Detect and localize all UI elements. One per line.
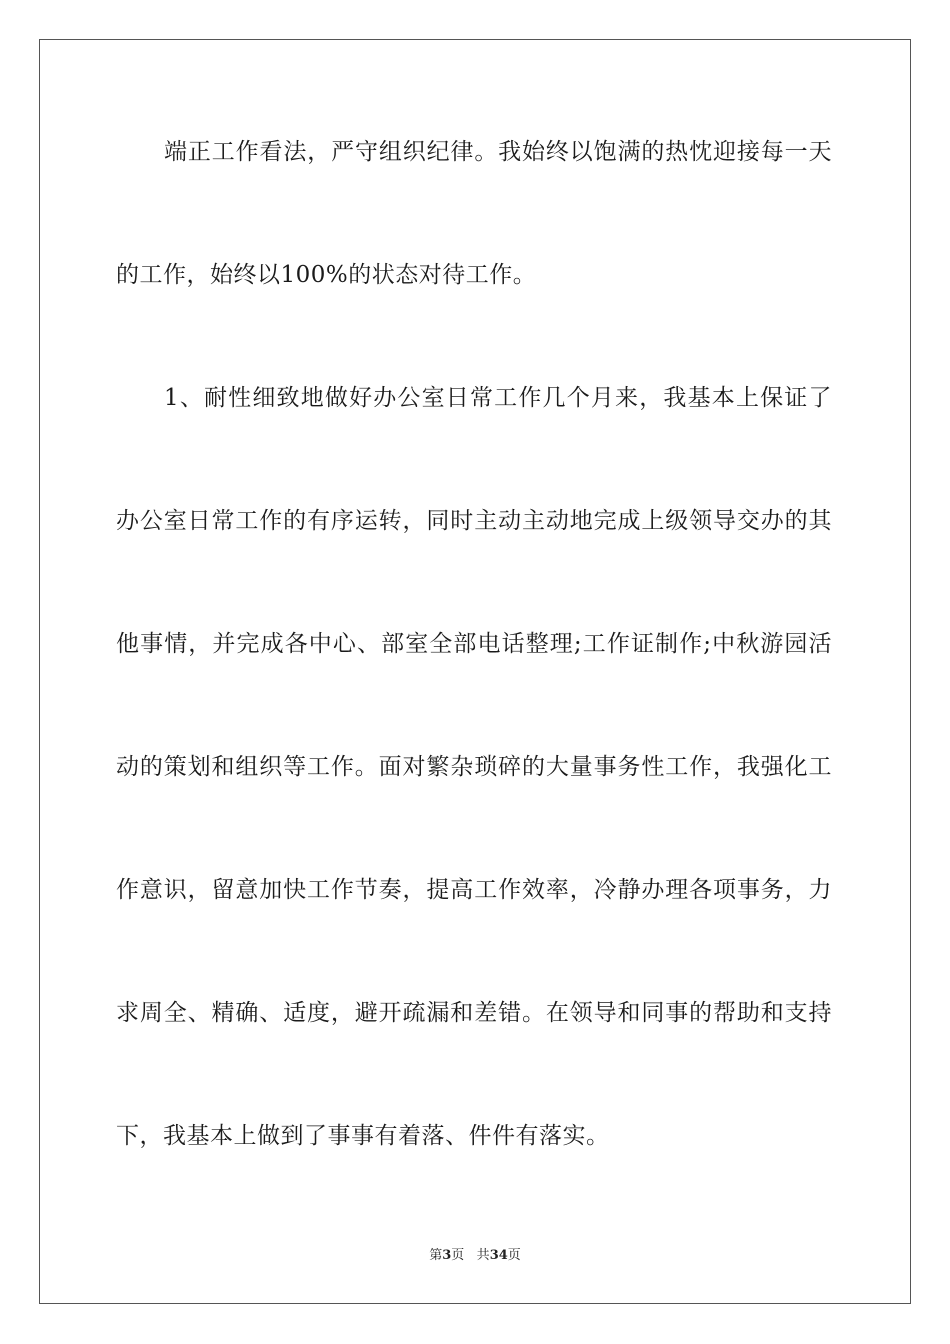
paragraph-1-line-1: 端正工作看法，严守组织纪律。我始终以饱满的热忱迎接每一天 [164,139,832,165]
paragraph-2-line-6: 求周全、精确、适度，避开疏漏和差错。在领导和同事的帮助和支持 [116,1000,832,1026]
total-unit: 页 [507,1248,521,1263]
page-unit: 页 [451,1248,465,1263]
current-page-number: 3 [442,1248,452,1263]
paragraph-2-line-1: 1、耐性细致地做好办公室日常工作几个月来，我基本上保证了 [164,385,832,411]
page-footer [0,1247,950,1265]
paragraph-2-line-7: 下，我基本上做到了事事有着落、件件有落实。 [116,1123,610,1149]
total-prefix: 共 [476,1248,490,1263]
paragraph-2-line-5: 作意识，留意加快工作节奏，提高工作效率，冷静办理各项事务，力 [116,877,832,903]
paragraph-1-line-2: 的工作，始终以100%的状态对待工作。 [116,262,537,288]
paragraph-2-line-3: 他事情，并完成各中心、部室全部电话整理;工作证制作;中秋游园活 [116,631,832,657]
paragraph-2-line-4: 动的策划和组织等工作。面对繁杂琐碎的大量事务性工作，我强化工 [116,754,832,780]
total-page-number: 34 [489,1248,508,1263]
paragraph-2-line-2: 办公室日常工作的有序运转，同时主动主动地完成上级领导交办的其 [116,508,832,534]
page-prefix: 第 [429,1248,443,1263]
page-border [39,39,911,1304]
